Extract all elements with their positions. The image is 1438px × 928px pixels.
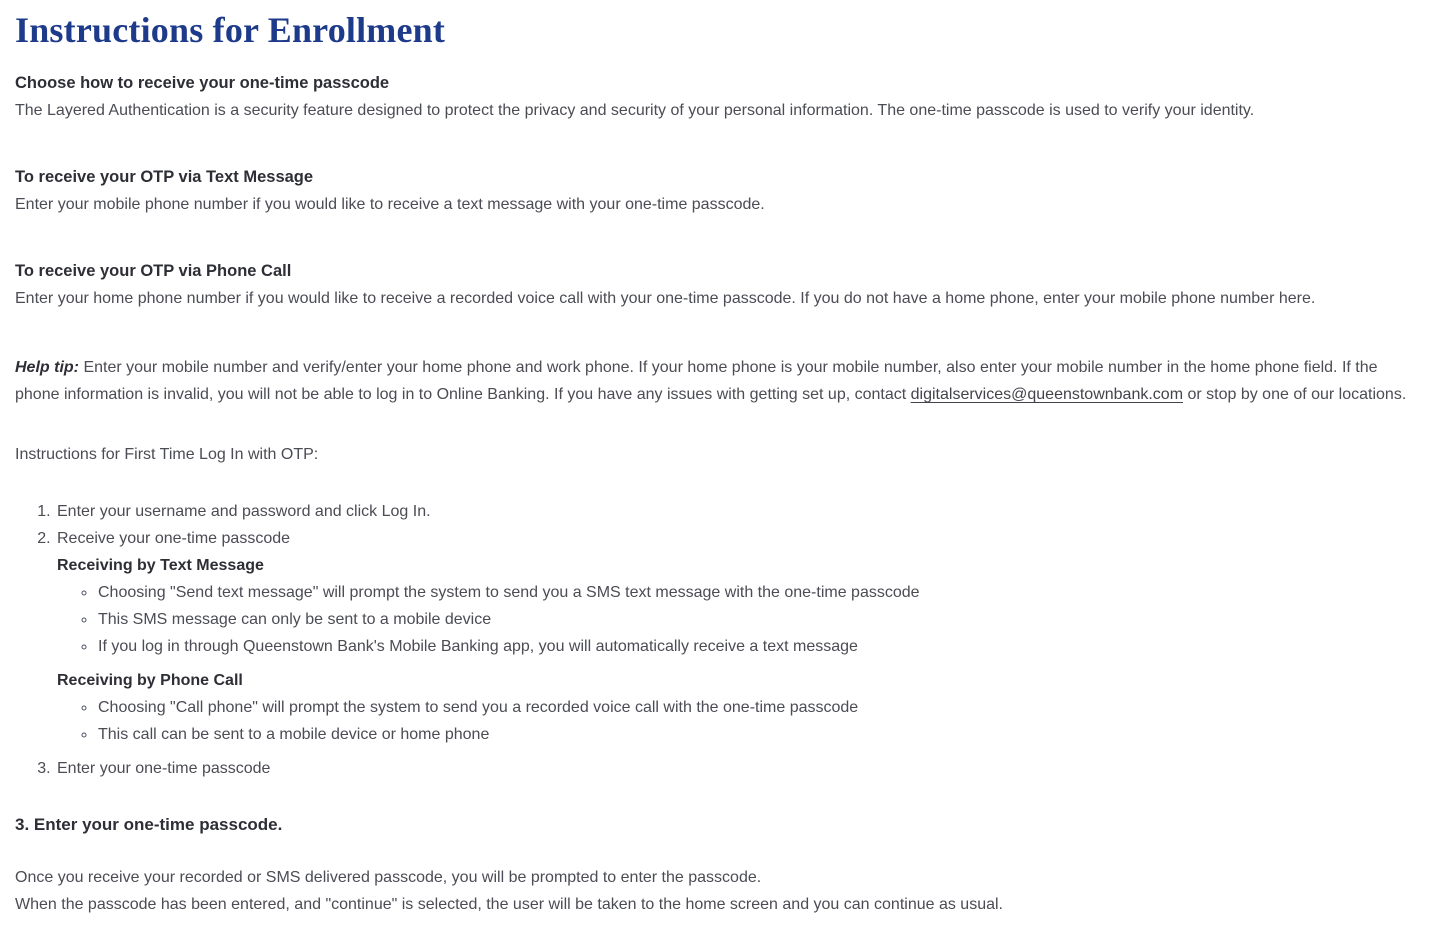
receiving-by-phone-call-heading: Receiving by Phone Call <box>57 672 243 689</box>
choose-passcode-heading: Choose how to receive your one-time passcode <box>15 74 390 92</box>
phone-call-bullet-list <box>57 694 1423 748</box>
help-tip-text-after: or stop by one of our locations. <box>1183 386 1407 403</box>
closing-paragraph <box>15 864 1423 918</box>
enter-passcode-heading: 3. Enter your one-time passcode. <box>15 815 283 834</box>
step-1 <box>55 498 1423 525</box>
text-message-bullet: ◦ This SMS message can only be sent to a mobile device <box>97 606 1423 633</box>
otp-phone-call-body: Enter your home phone number if you would like to receive a recorded voice call with your one-time passcode. If you do not have a home phone, enter your mobile phone number here. <box>15 290 1316 307</box>
step-3 <box>55 755 1423 782</box>
text-message-bullet-list <box>57 579 1423 660</box>
step-3-text: Enter your one-time passcode <box>57 760 271 777</box>
closing-line-1: Once you receive your recorded or SMS delivered passcode, you will be prompted to enter the passcode. <box>15 869 762 886</box>
receiving-by-text-message-heading: Receiving by Text Message <box>57 557 264 574</box>
step-1-text: Enter your username and password and click Log In. <box>57 503 431 520</box>
help-tip-paragraph <box>15 354 1423 408</box>
step-2 <box>55 525 1423 748</box>
otp-text-message-body: Enter your mobile phone number if you would like to receive a text message with your one-time passcode. <box>15 196 765 213</box>
digital-services-email-link[interactable]: digitalservices@queenstownbank.com <box>910 386 1184 403</box>
step-2-text: Receive your one-time passcode <box>57 530 291 547</box>
otp-phone-call-heading: To receive your OTP via Phone Call <box>15 262 292 280</box>
phone-call-bullet: ◦ This call can be sent to a mobile device or home phone <box>97 721 1423 748</box>
text-message-bullet: ◦ If you log in through Queenstown Bank's Mobile Banking app, you will automatically receive a text message <box>97 633 1423 660</box>
phone-call-bullet: ◦ Choosing "Call phone" will prompt the system to send you a recorded voice call with the one-time passcode <box>97 694 1423 721</box>
choose-passcode-body: The Layered Authentication is a security feature designed to protect the privacy and security of your personal information. The one-time passcode is used to verify your identity. <box>15 102 1255 119</box>
closing-line-2: When the passcode has been entered, and "continue" is selected, the user will be taken to the home screen and you can continue as usual. <box>15 896 1003 913</box>
help-tip-text-before: Enter your mobile number and verify/enter your home phone and work phone. If your home phone is your mobile number, also enter your mobile number in the home phone field. If the phone information is invalid, you will not be able to log in to Online Banking. If you have any issues with getting set up, contact <box>15 359 1378 403</box>
first-time-login-steps <box>15 498 1423 782</box>
first-time-login-intro: Instructions for First Time Log In with OTP: <box>15 446 319 463</box>
text-message-bullet: ◦ Choosing "Send text message" will prompt the system to send you a SMS text message with the one-time passcode <box>97 579 1423 606</box>
page-title: Instructions for Enrollment <box>15 10 446 50</box>
otp-text-message-heading: To receive your OTP via Text Message <box>15 168 314 186</box>
help-tip-label: Help tip: <box>15 359 79 376</box>
